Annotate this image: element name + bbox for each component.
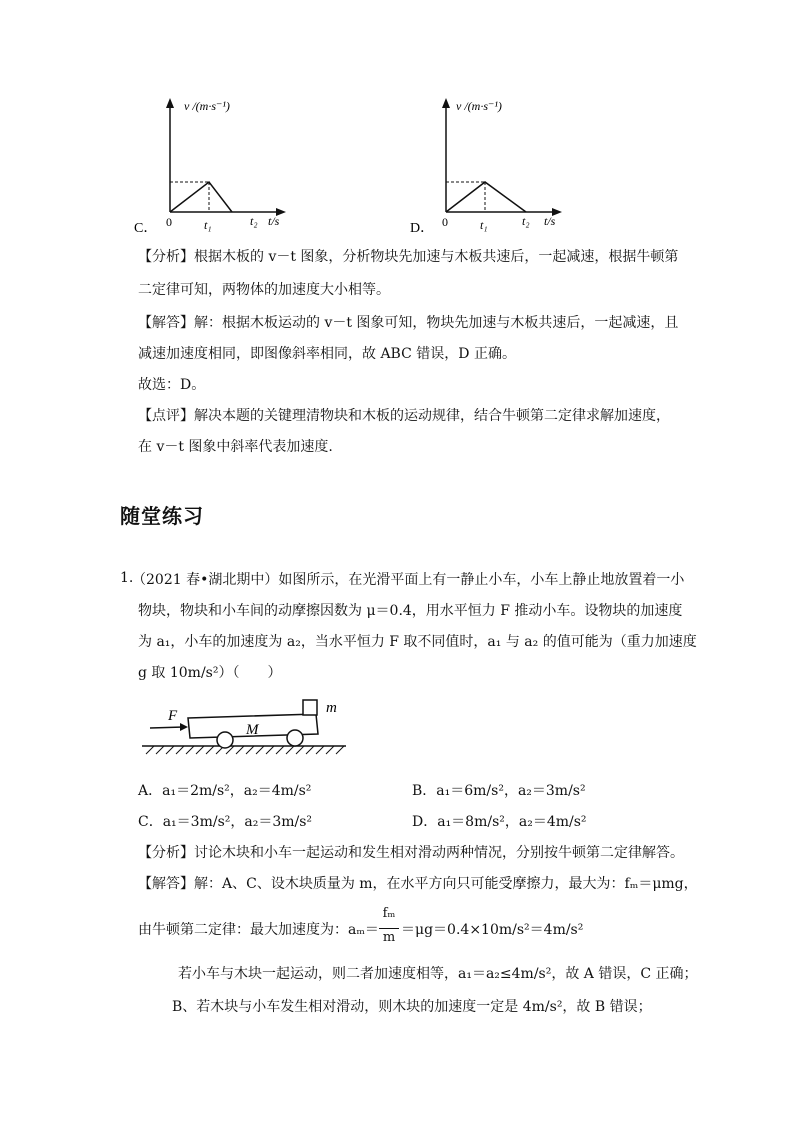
graph-c-option-label: C． [134,221,158,236]
graph-d-y-label: v /(m·s⁻¹) [456,99,502,113]
graph-c-y-label: v /(m·s⁻¹) [184,99,230,113]
graph-c [130,92,300,237]
graph-d-velocity-line [446,182,526,212]
graph-d-origin: 0 [442,215,448,229]
option-a: A．a₁＝2m/s²，a₂＝4m/s² [138,783,312,799]
solution-2-line-3: 若小车与木块一起运动，则二者加速度相等，a₁＝a₂≤4m/s²，故 A 错误，C 正确； [178,966,698,982]
graph-c-t2: t₂ [250,214,258,228]
question-1-line-1: （2021 春•湖北期中）如图所示，在光滑平面上有一静止小车，小车上静止地放置着一小 [132,572,685,588]
analysis-1-line-1: 【分析】根据木板的 v－t 图象，分析物块先加速与木板共速后，一起减速，根据牛顿第 [138,249,679,265]
question-1-line-2: 物块，物块和小车间的动摩擦因数为 μ＝0.4，用水平恒力 F 推动小车。设物块的加速度 [138,603,683,619]
graph-c-y-arrow [166,98,174,108]
analysis-2-line-1: 【分析】讨论木块和小车一起运动和发生相对滑动两种情况，分别按牛顿第二定律解答。 [138,845,684,861]
solution-2-line-2-prefix: 由牛顿第二定律：最大加速度为：aₘ＝ [138,922,379,938]
option-d: D．a₁＝8m/s²，a₂＝4m/s² [412,814,587,830]
ground-hatch [146,746,344,754]
option-c: C．a₁＝3m/s²，a₂＝3m/s² [138,814,313,830]
cart-figure [140,696,350,762]
solution-1-line-2: 减速加速度相同，即图像斜率相同，故 ABC 错误，D 正确。 [138,346,516,362]
graph-c-t1: t₁ [204,218,212,232]
force-arrow [150,727,184,728]
comment-1-line-1: 【点评】解决本题的关键理清物块和木板的运动规律，结合牛顿第二定律求解加速度， [138,408,670,424]
graph-d-x-label: t/s [544,214,556,228]
block-label: m [326,700,337,716]
comment-1-line-2: 在 v－t 图象中斜率代表加速度. [138,439,333,455]
solution-1-line-1: 【解答】解：根据木板运动的 v－t 图象可知，物块先加速与木板共速后，一起减速，且 [138,315,679,331]
graph-d-y-arrow [442,98,450,108]
block-m [303,700,317,715]
cart-wheel-right [287,730,303,746]
force-arrowhead [180,723,188,731]
analysis-1-line-2: 二定律可知，两物体的加速度大小相等。 [138,282,390,298]
question-1-number: 1. [120,570,134,586]
fraction-bar [379,928,399,929]
solution-2-line-1: 【解答】解：A、C、设木块质量为 m，在水平方向只可能受摩擦力，最大为：fₘ＝μmg， [138,876,698,892]
solution-1-line-3: 故选：D。 [138,377,206,393]
graph-d-t2: t₂ [522,214,530,228]
cart-wheel-left [217,732,233,748]
graph-c-x-label: t/s [268,214,280,228]
fraction-denominator: m [382,930,396,945]
question-1-line-4: g 取 10m/s²）（ ） [138,665,282,681]
graph-d [406,92,576,237]
question-1-line-3: 为 a₁，小车的加速度为 a₂，当水平恒力 F 取不同值时，a₁ 与 a₂ 的值可能为（重力加速度 [138,634,697,650]
option-b: B．a₁＝6m/s²，a₂＝3m/s² [412,783,586,799]
graph-c-origin: 0 [166,215,172,229]
cart-label: M [246,722,259,738]
graph-d-option-label: D． [410,221,435,236]
graph-c-velocity-line [170,182,232,212]
graph-d-t1: t₁ [480,218,488,232]
solution-2-line-4: B、若木块与小车发生相对滑动，则木块的加速度一定是 4m/s²，故 B 错误； [172,999,652,1015]
section-title: 随堂练习 [120,504,204,528]
fraction-numerator: fₘ [382,906,396,921]
solution-2-line-2-suffix: ＝μg＝0.4×10m/s²＝4m/s² [401,922,584,938]
force-label: F [168,708,178,724]
